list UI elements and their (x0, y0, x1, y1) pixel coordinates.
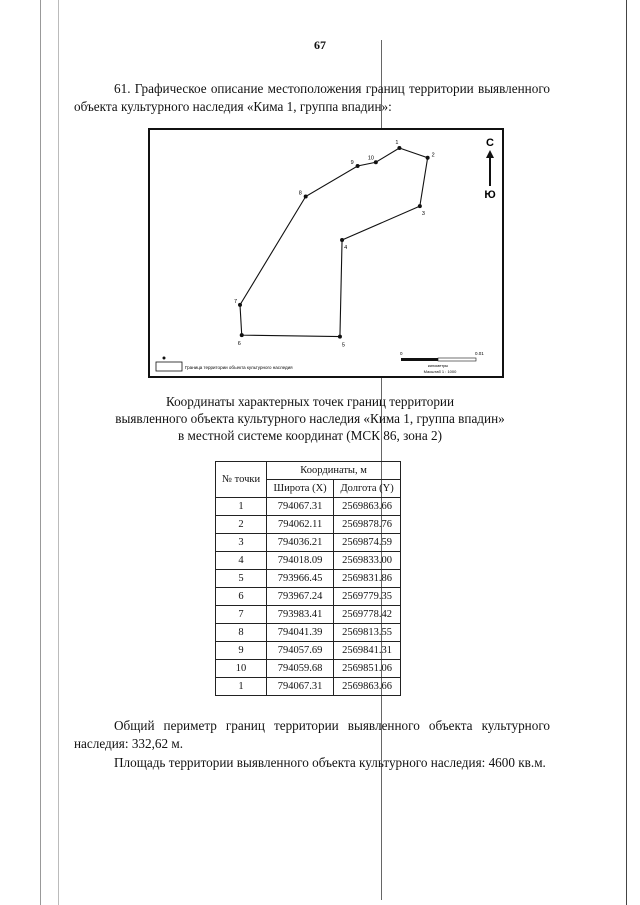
table-row (216, 642, 401, 660)
cell-x: 794041.39 (267, 624, 334, 642)
cell-point: 7 (216, 606, 267, 624)
boundary-point-10 (374, 160, 378, 164)
table-row (216, 516, 401, 534)
cell-y: 2569833.00 (334, 552, 401, 570)
cell-point: 1 (216, 498, 267, 516)
cell-point: 10 (216, 660, 267, 678)
header-point: № точки (216, 462, 267, 498)
legend-box-icon (156, 362, 182, 371)
coordinates-heading-line-3: в местной системе координат (МСК 86, зона 2) (178, 428, 442, 443)
cell-point: 9 (216, 642, 267, 660)
boundary-point-label-7: 7 (234, 298, 238, 305)
scan-margin-line-right (626, 0, 627, 905)
coordinates-table (215, 461, 401, 696)
boundary-point-label-3: 3 (421, 211, 425, 218)
section-heading: 61. Графическое описание местоположения границ территории выявленного объекта культурного наследия «Кима 1, группа впадин»: (74, 81, 550, 114)
scale-ratio: Масштаб 1 : 1000 (423, 369, 457, 374)
table-row (216, 660, 401, 678)
page-number: 67 (314, 38, 326, 52)
table-row (216, 552, 401, 570)
boundary-point-9 (356, 164, 360, 168)
table-row (216, 570, 401, 588)
boundary-point-3 (418, 204, 422, 208)
table-row (216, 498, 401, 516)
boundary-point-1 (397, 146, 401, 150)
cell-y: 2569831.86 (334, 570, 401, 588)
compass-south-label: Ю (484, 189, 496, 201)
cell-x: 794057.69 (267, 642, 334, 660)
scale-bar (400, 351, 484, 374)
cell-y: 2569863.66 (334, 498, 401, 516)
legend-point-icon (163, 357, 166, 360)
header-coordinates: Координаты, м (267, 462, 401, 480)
north-arrow-icon (484, 137, 495, 201)
coordinates-heading (60, 393, 560, 444)
boundary-point-8 (304, 194, 308, 198)
boundary-point-7 (238, 303, 242, 307)
cell-point: 5 (216, 570, 267, 588)
scan-margin-line-left-2 (58, 0, 59, 905)
scale-start: 0 (400, 351, 403, 356)
header-y: Долгота (Y) (334, 480, 401, 498)
boundary-point-4 (340, 238, 344, 242)
boundary-point-label-5: 5 (341, 342, 345, 349)
cell-y: 2569851.06 (334, 660, 401, 678)
cell-y: 2569841.31 (334, 642, 401, 660)
cell-point: 4 (216, 552, 267, 570)
boundary-point-label-8: 8 (298, 190, 302, 197)
boundary-point-5 (338, 335, 342, 339)
table-row (216, 606, 401, 624)
cell-point: 3 (216, 534, 267, 552)
boundary-points (234, 140, 435, 349)
area-text: Площадь территории выявленного объекта культурного наследия: 4600 кв.м. (114, 755, 546, 770)
boundary-point-label-1: 1 (395, 140, 399, 146)
table-row (216, 534, 401, 552)
cell-y: 2569874.59 (334, 534, 401, 552)
cell-x: 793966.45 (267, 570, 334, 588)
cell-x: 794062.11 (267, 516, 334, 534)
table-row (216, 588, 401, 606)
boundary-map (148, 128, 504, 378)
cell-x: 794036.21 (267, 534, 334, 552)
cell-point: 1 (216, 678, 267, 696)
cell-y: 2569778.42 (334, 606, 401, 624)
boundary-point-label-6: 6 (237, 341, 241, 348)
map-legend (156, 357, 293, 372)
table-row (216, 624, 401, 642)
cell-x: 793967.24 (267, 588, 334, 606)
cell-point: 6 (216, 588, 267, 606)
header-x: Широта (X) (267, 480, 334, 498)
scale-end: 0.01 (475, 351, 484, 356)
boundary-point-6 (240, 333, 244, 337)
boundary-point-label-2: 2 (431, 152, 435, 159)
boundary-point-2 (426, 156, 430, 160)
compass-north-label: С (486, 137, 494, 149)
cell-y: 2569779.35 (334, 588, 401, 606)
scan-margin-line-left (40, 0, 41, 905)
boundary-point-label-10: 10 (367, 155, 374, 162)
cell-x: 794018.09 (267, 552, 334, 570)
cell-y: 2569863.66 (334, 678, 401, 696)
boundary-point-label-9: 9 (350, 159, 354, 166)
cell-point: 8 (216, 624, 267, 642)
coordinates-heading-line-2: выявленного объекта культурного наследия «Кима 1, группа впадин» (115, 411, 505, 426)
cell-x: 794067.31 (267, 498, 334, 516)
boundary-polygon (240, 148, 428, 337)
scale-unit: километры (427, 363, 449, 368)
table-row (216, 678, 401, 696)
perimeter-text: Общий периметр границ территории выявленного объекта культурного наследия: 332,62 м. (74, 718, 550, 751)
cell-x: 793983.41 (267, 606, 334, 624)
boundary-point-label-4: 4 (344, 245, 348, 252)
cell-y: 2569878.76 (334, 516, 401, 534)
coordinates-heading-line-1: Координаты характерных точек границ территории (165, 394, 455, 409)
cell-x: 794067.31 (267, 678, 334, 696)
cell-y: 2569813.55 (334, 624, 401, 642)
legend-text: Граница территории объекта культурного наследия (185, 365, 293, 370)
cell-x: 794059.68 (267, 660, 334, 678)
cell-point: 2 (216, 516, 267, 534)
map-canvas (150, 130, 502, 376)
